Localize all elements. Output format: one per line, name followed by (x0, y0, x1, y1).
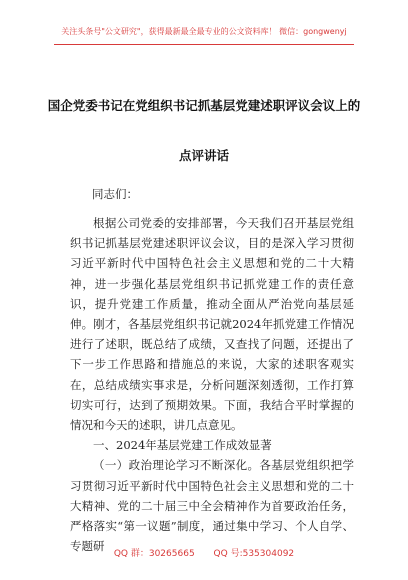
page-footer (0, 548, 408, 560)
footer-qq-group: QQ 群：30265665 (113, 549, 195, 559)
document-title-line-1: 国企党委书记在党组织书记抓基层党建述职评议会议上的 (47, 98, 361, 113)
header-promo-text: 关注头条号"公文研究"，获得最新最全最专业的公文资料库！ 微信：gongwenyj (61, 27, 347, 36)
footer-qq-number: QQ 号:535304092 (213, 549, 295, 559)
body-paragraph-intro: 根据公司党委的安排部署，今天我们召开基层党组织书记抓基层党建述职评议会议，目的是深入学习贯彻习近平新时代中国特色社会主义思想和党的二十大精神，进一步强化基层党组织书记抓党建工作的责任意识，提升党建工作质量，推动全面从严治党向基层延伸。刚才，各基层党组织书记就2024年抓党建工作情况进行了述职，既总结了成绩，又查找了问题，还提出了下一步工作思路和措施总的来说，大家的述职客观实在，总结成绩实事求是，分析问题深刻透彻，工作打算切实可行，达到了预期效果。下面，我结合平时掌握的情况和今天的述职，讲几点意见。 (70, 216, 354, 433)
document-title-line-2: 点评讲话 (178, 148, 229, 163)
section-heading-1: 一、2024年基层党建工作成效显著 (93, 438, 272, 453)
document-body (70, 213, 354, 556)
salutation: 同志们： (92, 187, 138, 201)
header-divider (54, 44, 354, 45)
body-paragraph-1-1: （一）政治理论学习不断深化。各基层党组织把学习贯彻习近平新时代中国特色社会主义思想和党的二十大精神、党的二十届三中全会精神作为首要政治任务，严格落实“第一议题”制度，通过集中学习、个人自学、专题研 (70, 458, 354, 554)
page-header (0, 0, 408, 46)
